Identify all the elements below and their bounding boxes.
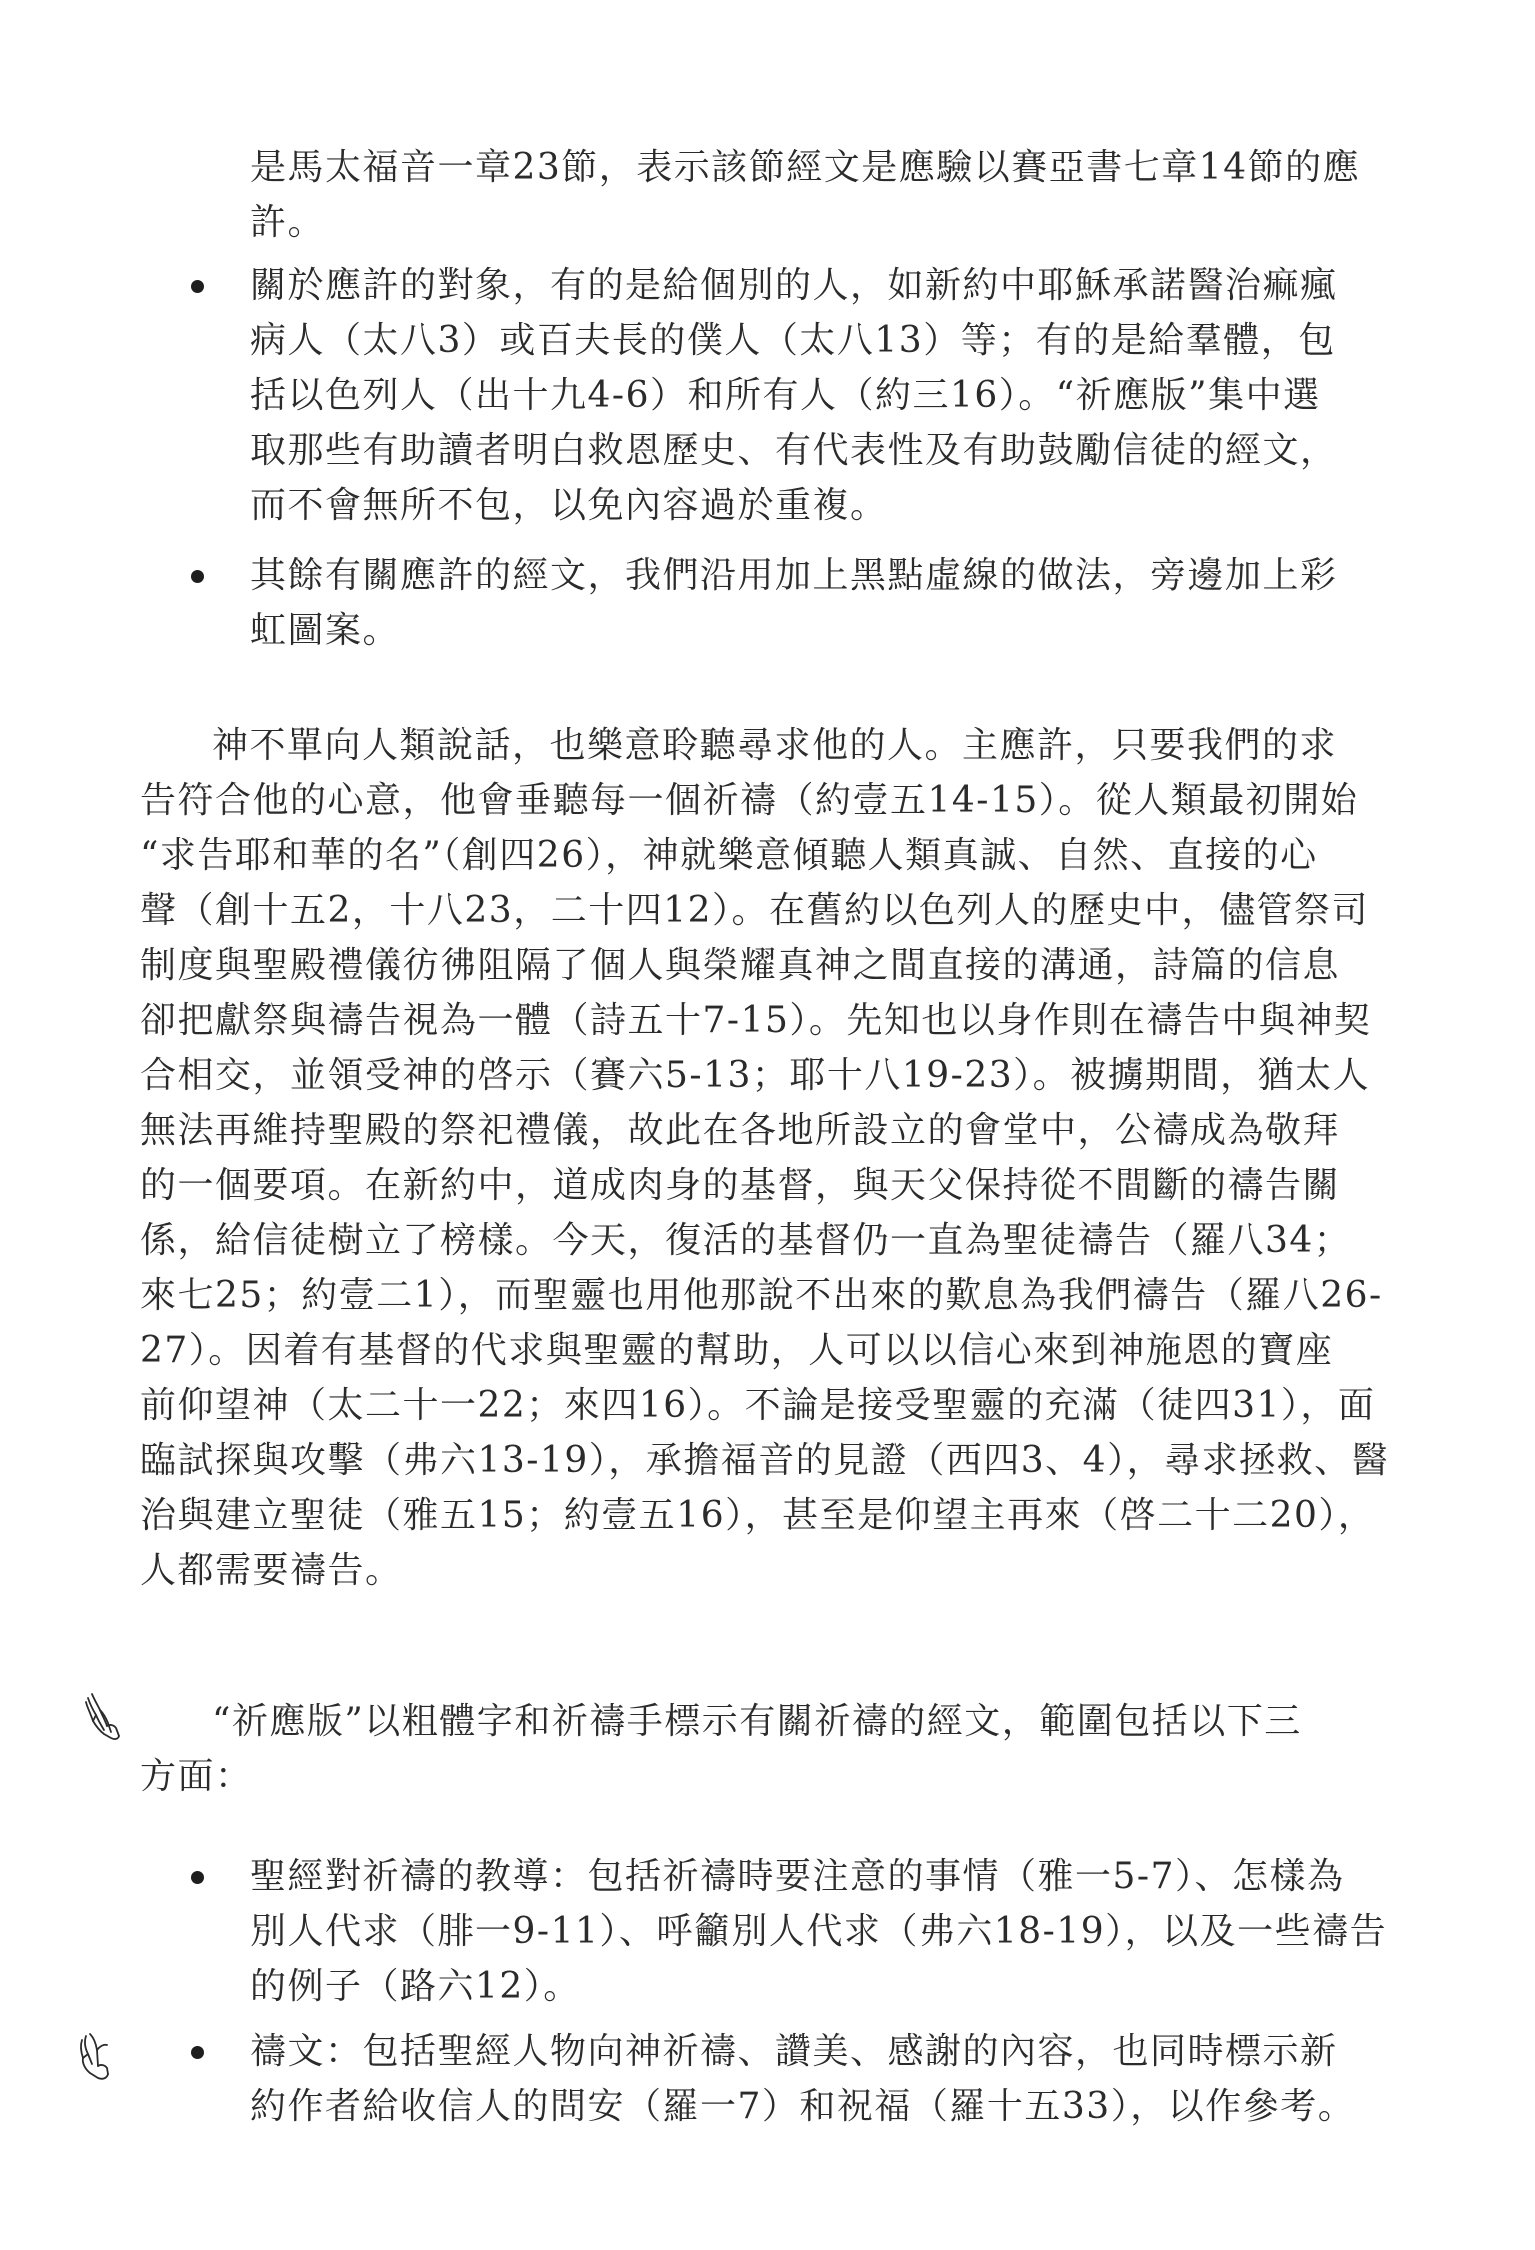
bullet-line: 虹圖案。 (250, 610, 401, 651)
paragraph-line: 告符合他的心意，他會垂聽每一個祈禱（約壹五14-15）。從人類最初開始 (140, 780, 1359, 821)
bullet-line: 括以色列人（出十九4-6）和所有人（約三16）。“祈應版”集中選 (250, 375, 1321, 416)
bullet-line: 關於應許的對象，有的是給個別的人，如新約中耶穌承諾醫治痲瘋 (250, 265, 1338, 306)
paragraph-line: 卻把獻祭與禱告視為一體（詩五十7-15）。先知也以身作則在禱告中與神契 (140, 1000, 1372, 1041)
bullet-line: 約作者給收信人的問安（羅一7）和祝福（羅十五33），以作參考。 (250, 2086, 1356, 2127)
paragraph-line: 制度與聖殿禮儀彷彿阻隔了個人與榮耀真神之間直接的溝通，詩篇的信息 (140, 945, 1341, 986)
paragraph-line: 聲（創十五2，十八23，二十四12）。在舊約以色列人的歷史中，儘管祭司 (140, 890, 1370, 931)
bullet-dot (191, 2046, 204, 2059)
bullet-line: 的例子（路六12）。 (250, 1966, 581, 2007)
paragraph-line: 神不單向人類說話，也樂意聆聽尋求他的人。主應許，只要我們的求 (212, 725, 1338, 766)
praying-hands-icon (76, 2030, 120, 2082)
paragraph-line: “求告耶和華的名”（創四26），神就樂意傾聽人類真誠、自然、直接的心 (140, 835, 1318, 876)
bullet-line: 禱文：包括聖經人物向神祈禱、讚美、感謝的內容，也同時標示新 (250, 2031, 1338, 2072)
paragraph-line: 係，給信徒樹立了榜樣。今天，復活的基督仍一直為聖徒禱告（羅八34； (140, 1220, 1352, 1261)
paragraph-line: 治與建立聖徒（雅五15；約壹五16），甚至是仰望主再來（啓二十二20）， (140, 1495, 1376, 1536)
paragraph-line: 合相交，並領受神的啓示（賽六5-13；耶十八19-23）。被擄期間，猶太人 (140, 1055, 1371, 1096)
bullet-dot (191, 1871, 204, 1884)
paragraph-line: 無法再維持聖殿的祭祀禮儀，故此在各地所設立的會堂中，公禱成為敬拜 (140, 1110, 1341, 1151)
bullet-line: 而不會無所不包，以免內容過於重複。 (250, 485, 888, 526)
paragraph-line: 27）。因着有基督的代求與聖靈的幫助，人可以以信心來到神施恩的寶座 (140, 1330, 1334, 1371)
praying-hands-icon (84, 1690, 128, 1742)
paragraph-line: 人都需要禱告。 (140, 1550, 403, 1591)
paragraph-line: 的一個要項。在新約中，道成肉身的基督，與天父保持從不間斷的禱告關 (140, 1165, 1341, 1206)
bullet-dot (191, 280, 204, 293)
paragraph-line: 方面： (140, 1756, 253, 1797)
intro-line: 許。 (250, 202, 326, 243)
intro-line: 是馬太福音一章23節，表示該節經文是應驗以賽亞書七章14節的應 (250, 147, 1361, 188)
bullet-line: 取那些有助讀者明白救恩歷史、有代表性及有助鼓勵信徒的經文， (250, 430, 1338, 471)
bullet-line: 其餘有關應許的經文，我們沿用加上黑點虛線的做法，旁邊加上彩 (250, 555, 1338, 596)
bullet-line: 別人代求（腓一9-11）、呼籲別人代求（弗六18-19），以及一些禱告 (250, 1911, 1388, 1952)
paragraph-line: 臨試探與攻擊（弗六13-19），承擔福音的見證（西四3、4），尋求拯救、醫 (140, 1440, 1390, 1481)
paragraph-line: 前仰望神（太二十一22；來四16）。不論是接受聖靈的充滿（徒四31），面 (140, 1385, 1376, 1426)
bullet-dot (191, 570, 204, 583)
bullet-line: 聖經對祈禱的教導：包括祈禱時要注意的事情（雅一5-7）、怎樣為 (250, 1856, 1345, 1897)
paragraph-line: 來七25；約壹二1），而聖靈也用他那說不出來的歎息為我們禱告（羅八26- (140, 1275, 1383, 1316)
bullet-line: 病人（太八3）或百夫長的僕人（太八13）等；有的是給羣體，包 (250, 320, 1336, 361)
paragraph-line: “祈應版”以粗體字和祈禱手標示有關祈禱的經文，範圍包括以下三 (212, 1701, 1302, 1742)
